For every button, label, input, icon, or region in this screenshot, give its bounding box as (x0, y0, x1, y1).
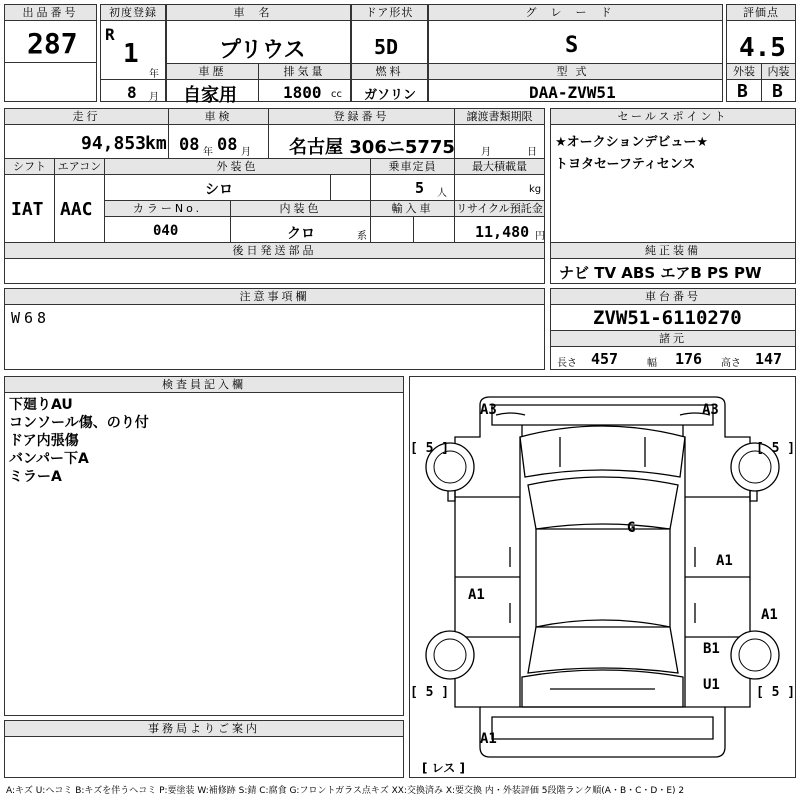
height-label: 高さ (721, 358, 741, 369)
chassis-label: 車台番号 (551, 289, 795, 305)
mileage-label: 走行 (5, 109, 168, 125)
year-unit: 年 (149, 69, 159, 80)
score: 4.5 (739, 33, 786, 63)
lot-number: 287 (27, 27, 78, 60)
right-rear-door-mark: B1 (703, 641, 720, 657)
mileage: 94,853 (81, 133, 147, 154)
sales-point-box (550, 108, 796, 243)
color-number: 040 (153, 223, 179, 239)
notes-label: 注意事項欄 (5, 289, 544, 305)
month-unit: 月 (149, 92, 159, 103)
notes-text: W68 (11, 309, 51, 327)
inspection-month: 08 (217, 135, 238, 155)
length: 457 (591, 350, 619, 368)
inspector-box (4, 376, 404, 716)
recycle-fee: 11,480 (475, 223, 530, 241)
inspection-month-unit: 月 (241, 147, 251, 158)
right-rear-quarter-mark: A1 (761, 607, 778, 623)
exterior-color: シロ (205, 182, 233, 198)
capacity: 5 (415, 179, 425, 197)
air-conditioner: AAC (60, 199, 93, 220)
length-label: 長さ (557, 358, 577, 369)
left-door-mark: A1 (468, 587, 485, 603)
door-type: 5D (374, 35, 399, 59)
first-registration-box (100, 4, 166, 102)
fuel-label: 燃料 (352, 64, 427, 80)
shift: IAT (11, 199, 44, 220)
registration-month: 8 (127, 83, 137, 102)
width-label: 幅 (647, 358, 657, 369)
transfer-label: 譲渡書類期限 (455, 109, 544, 125)
transfer-day-unit: 日 (527, 147, 537, 158)
later-parts-box (4, 242, 545, 284)
fuel: ガソリン (364, 88, 417, 103)
inspector-label: 検査員記入欄 (5, 377, 403, 393)
history-label: 車歴 (167, 64, 258, 80)
plate-label: 登録番号 (269, 109, 454, 125)
inspection-year-unit: 年 (203, 147, 213, 158)
era: R (105, 25, 115, 44)
score-label: 評価点 (727, 5, 795, 21)
car-diagram (409, 376, 796, 778)
history: 自家用 (183, 85, 237, 106)
car-name: プリウス (219, 38, 306, 63)
legend-text: A:キズ U:ヘコミ B:キズを伴うヘコミ P:要塗装 W:補修跡 S:錆 C:腐食 G:フロントガラス点キズ XX:交換済み X:要交換 内・外装評価 5段階ランク順(A・B・C・D・E) 2 (6, 786, 685, 796)
model-code: DAA-ZVW51 (529, 83, 616, 102)
interior-color: クロ (287, 226, 315, 242)
chassis-box (550, 288, 796, 370)
exterior-grade: B (737, 81, 748, 102)
shift-label: シフト (5, 159, 54, 175)
ext-color-label: 外装色 (105, 159, 370, 175)
exterior-label: 外装 (727, 64, 761, 80)
import-label: 輸入車 (371, 201, 454, 217)
tire-rear-left: [ 5 ] (410, 685, 450, 700)
inspector-line: バンパー下A (9, 451, 89, 467)
vehicle-info-box (4, 108, 545, 243)
inspector-line: コンソール傷、のり付 (9, 415, 149, 431)
office-box (4, 720, 404, 778)
lot-number-label: 出品番号 (5, 5, 96, 21)
tire-front-left: [ 5 ] (410, 441, 450, 456)
later-parts-label: 後日発送部品 (5, 243, 544, 259)
plate-number: 名古屋 306ニ5775 (289, 137, 455, 158)
right-rear-lower-mark: U1 (703, 677, 720, 693)
capacity-unit: 人 (437, 188, 447, 199)
cc-unit: cc (331, 89, 342, 100)
capacity-label: 乗車定員 (371, 159, 454, 175)
first-registration-label: 初度登録 (101, 5, 165, 21)
car-name-box (166, 4, 351, 106)
door-box (351, 4, 428, 102)
recycle-unit: 円 (535, 231, 545, 242)
max-load-label: 最大積載量 (455, 159, 544, 175)
transfer-month-unit: 月 (481, 147, 491, 158)
interior-color-suffix: 系 (357, 231, 367, 242)
displacement: 1800 (283, 83, 322, 102)
inspection-label: 車検 (169, 109, 268, 125)
width: 176 (675, 350, 703, 368)
chassis-number: ZVW51-6110270 (593, 307, 742, 329)
lot-number-box (4, 4, 97, 102)
inspector-line: 下廻りAU (9, 397, 73, 413)
km-unit: km (145, 133, 167, 154)
car-outline (410, 377, 795, 777)
tire-rear-right: [ 5 ] (756, 685, 796, 700)
grade: S (565, 33, 579, 58)
roof-mark: G (627, 520, 636, 536)
grade-label: グレード (429, 5, 722, 21)
model-label: 型式 (429, 64, 722, 80)
ac-label: エアコン (55, 159, 104, 175)
specs-label: 諸元 (551, 331, 795, 347)
sales-point-line: トヨタセーフティセンス (555, 157, 696, 172)
notes-box (4, 288, 545, 370)
interior-label: 内装 (762, 64, 795, 80)
sales-point-label: セールスポイント (551, 109, 795, 125)
inspection-year: 08 (179, 135, 200, 155)
right-front-door-mark: A1 (716, 553, 733, 569)
recycle-label: リサイクル預託金 (456, 202, 543, 215)
front-left-mark: A3 (480, 402, 497, 418)
office-label: 事務局よりご案内 (5, 721, 403, 737)
equipment-box (550, 242, 796, 284)
score-box (726, 4, 796, 102)
grade-box (428, 4, 723, 102)
front-right-mark: A3 (702, 402, 719, 418)
rear-less-mark: [ レス ] (422, 761, 465, 775)
tire-front-right: [ 5 ] (756, 441, 796, 456)
car-name-label: 車名 (167, 5, 350, 21)
registration-year: 1 (123, 39, 139, 69)
rear-bumper-mark: A1 (480, 731, 497, 747)
max-load-unit: kg (529, 184, 542, 195)
color-no-label: カラーNo. (105, 201, 230, 217)
interior-grade: B (772, 81, 783, 102)
displacement-label: 排気量 (259, 64, 350, 80)
int-color-label: 内装色 (231, 201, 370, 217)
door-label: ドア形状 (352, 5, 427, 21)
sales-point-line: ★オークションデビュー★ (555, 135, 709, 150)
equipment-items: ナビ TV ABS エアB PS PW (559, 264, 762, 282)
inspector-line: ドア内張傷 (9, 433, 79, 449)
inspector-line: ミラーA (9, 469, 62, 485)
height: 147 (755, 350, 783, 368)
equipment-label: 純正装備 (551, 243, 795, 259)
